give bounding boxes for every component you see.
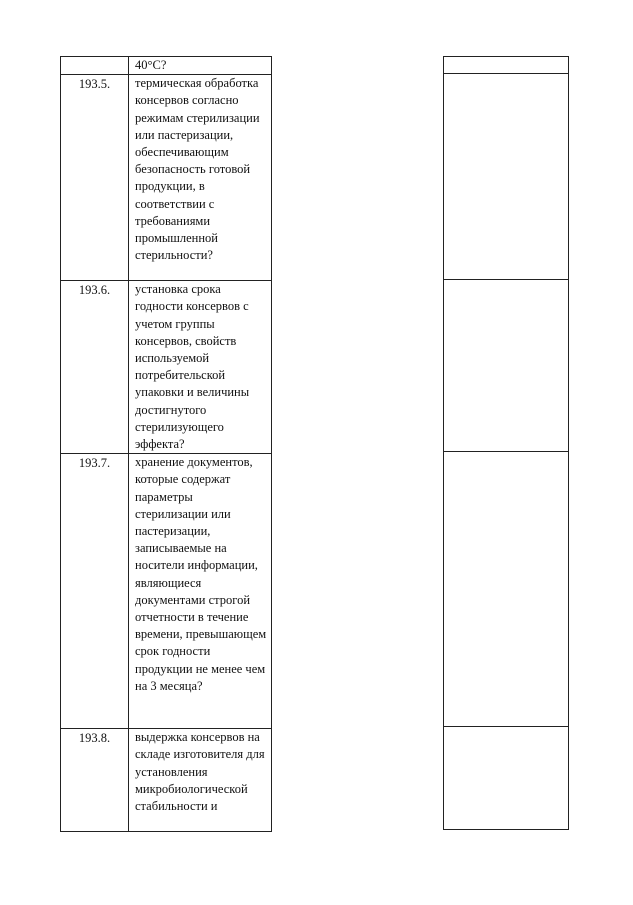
- table-row: [61, 57, 272, 75]
- response-table: [443, 56, 569, 830]
- response-row: [444, 57, 569, 74]
- response-cell: [444, 727, 569, 830]
- response-row: [444, 452, 569, 727]
- requirements-table: [60, 56, 272, 832]
- row-number: 193.5.: [61, 75, 129, 281]
- row-number: [61, 57, 129, 75]
- row-number: 193.8.: [61, 729, 129, 832]
- table-row: [61, 281, 272, 454]
- table-row: [61, 75, 272, 281]
- response-cell: [444, 74, 569, 280]
- row-text: установка срока годности консервов с учетом группы консервов, свойств используемой потребительской упаковки и величины достигнутого стерилизующего эффекта?: [129, 281, 272, 454]
- row-number: 193.7.: [61, 454, 129, 729]
- response-cell: [444, 280, 569, 452]
- response-row: [444, 727, 569, 830]
- table-row: [61, 729, 272, 832]
- table-row: [61, 454, 272, 729]
- row-number: 193.6.: [61, 281, 129, 454]
- response-row: [444, 280, 569, 452]
- row-text: хранение документов, которые содержат параметры стерилизации или пастеризации, записываемые на носители информации, являющиеся документами строгой отчетности в течение времени, превышающем срок годности продукции не менее чем на 3 месяца?: [129, 454, 272, 729]
- response-cell: [444, 57, 569, 74]
- row-text: 40°C?: [129, 57, 272, 75]
- response-row: [444, 74, 569, 280]
- response-cell: [444, 452, 569, 727]
- row-text: выдержка консервов на складе изготовителя для установления микробиологической стабильности и: [129, 729, 272, 832]
- row-text: термическая обработка консервов согласно режимам стерилизации или пастеризации, обеспечивающим безопасность готовой продукции, в соответствии с требованиями промышленной стерильности?: [129, 75, 272, 281]
